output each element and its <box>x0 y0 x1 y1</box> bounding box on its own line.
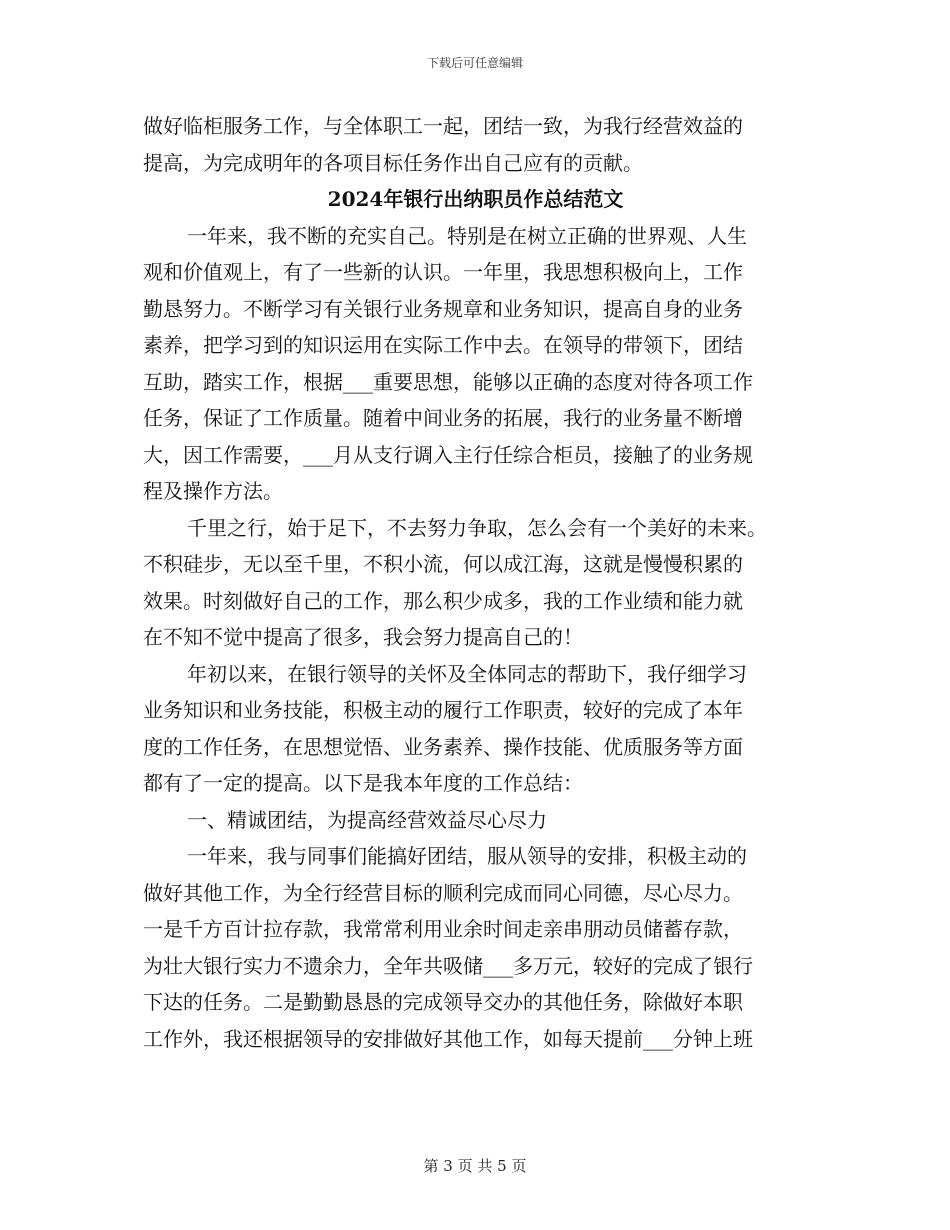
document-title: 2024年银行出纳职员作总结范文 <box>327 187 624 211</box>
text-line: 程及操作方法。 <box>143 479 283 503</box>
text-line: 度的工作任务，在思想觉悟、业务素养、操作技能、优质服务等方面 <box>143 734 743 759</box>
text-line: 效果。时刻做好自己的工作，那么积少成多，我的工作业绩和能力就 <box>143 588 743 613</box>
text-line: 一年来，我与同事们能搞好团结，服从领导的安排，积极主动的 <box>187 844 747 868</box>
text-line: 业务知识和业务技能，积极主动的履行工作职责，较好的完成了本年 <box>143 698 743 722</box>
text-line: 提高，为完成明年的各项目标任务作出自己应有的贡献。 <box>143 150 643 175</box>
text-line: 一、精诚团结，为提高经营效益尽心尽力 <box>187 807 547 832</box>
text-line: 做好临柜服务工作，与全体职工一起，团结一致，为我行经营效益的 <box>143 114 743 138</box>
text-line: 千里之行，始于足下，不去努力争取，怎么会有一个美好的未来。 <box>187 515 767 540</box>
text-line: 观和价值观上，有了一些新的认识。一年里，我思想积极向上，工作 <box>143 260 743 284</box>
text-line: 工作外，我还根据领导的安排做好其他工作，如每天提前___分钟上班 <box>143 1026 753 1051</box>
text-line: 一是千方百计拉存款，我常常利用业余时间走亲串朋动员储蓄存款， <box>143 917 743 941</box>
page-number: 第 3 页 共 5 页 <box>423 1157 527 1175</box>
text-line: 一年来，我不断的充实自己。特别是在树立正确的世界观、人生 <box>187 223 747 248</box>
text-line: 下达的任务。二是勤勤恳恳的完成领导交办的其他任务，除做好本职 <box>143 990 743 1014</box>
text-line: 都有了一定的提高。以下是我本年度的工作总结： <box>143 771 583 795</box>
text-line: 年初以来，在银行领导的关怀及全体同志的帮助下，我仔细学习 <box>187 661 747 686</box>
document-body <box>143 108 808 1057</box>
text-line: 在不知不觉中提高了很多，我会努力提高自己的！ <box>143 625 583 649</box>
text-line: 勤恳努力。不断学习有关银行业务规章和业务知识，提高自身的业务 <box>143 296 743 321</box>
text-line: 素养，把学习到的知识运用在实际工作中去。在领导的带领下，团结 <box>143 333 743 357</box>
page-header: 下载后可任意编辑 <box>426 56 523 70</box>
text-line: 大，因工作需要，___月从支行调入主行任综合柜员，接触了的业务规 <box>143 442 753 467</box>
text-line: 做好其他工作，为全行经营目标的顺利完成而同心同德，尽心尽力。 <box>143 880 743 905</box>
text-line: 任务，保证了工作质量。随着中间业务的拓展，我行的业务量不断增 <box>143 406 743 430</box>
text-line: 为壮大银行实力不遗余力，全年共吸储___多万元，较好的完成了银行 <box>143 953 753 978</box>
text-line: 互助，踏实工作，根据___重要思想，能够以正确的态度对待各项工作 <box>143 369 753 394</box>
text-line: 不积硅步，无以至千里，不积小流，何以成江海，这就是慢慢积累的 <box>143 552 743 576</box>
